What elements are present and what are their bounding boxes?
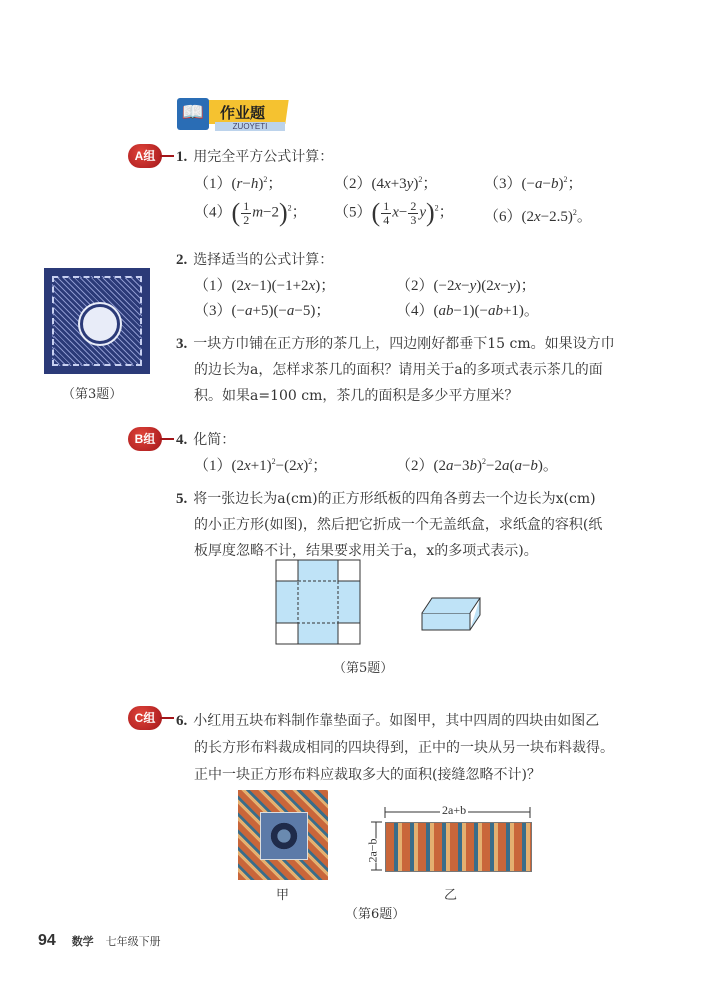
q4-item-1: $(1)(2x+1)^2-(2x)^2$； [194,457,328,474]
question-6: 6. 小红用五块布料制作靠垫面子。如图甲，其中四周的四块由如图乙 的长方形布料裁成相同的四块得到，正中的一块从另一块布料裁得。 正中一块正方形布料应裁取多大的面积(接缝忽略不计)？ [176,713,614,783]
paper-box-diagram [270,555,500,655]
question-5: 5. 将一张边长为a(cm)的正方形纸板的四角各剪去一个边长为x(cm) 的小正方形(如图)，然后把它折成一个无盖纸盒，求纸盒的容积(纸 板厚度忽略不计，结果要求用关于a，x的多项式表示)。 [176,491,603,559]
dimension-width: 2a+b [442,803,467,817]
figure-6-caption: （第6题） [345,907,406,922]
figure-3-caption: （第3题） [62,387,123,402]
footer-grade: 七年级下册 [105,935,161,948]
header-title: 作业题 [220,104,266,122]
figure-5-caption: （第5题） [333,661,394,676]
q1-item-5: （5）( $\frac{1}{4}$ x− $\frac{2}{3}$ y)$^2$； [334,198,454,227]
book-icon: 📖 [177,98,209,130]
page-number: 94 [38,932,56,949]
group-b-badge: B组 [128,427,162,451]
homework-header [175,100,287,132]
figure-label-yi: 乙 [444,888,458,903]
question-1-stem: 1. 用完全平方公式计算： [176,149,334,165]
q1-item-6: $(6)(2x-2.5)^2$。 [484,208,592,225]
q1-item-4: （4）( $\frac{1}{2}$ m−2)$^2$； [194,198,307,227]
group-a-badge: A组 [128,144,162,168]
tablecloth-image [44,268,150,374]
q4-item-2: $(2)(2a-3b)^2-2a(a-b)$。 [396,457,558,474]
q2-item-2: （2）(−2x−y)(2x−y)； [396,278,536,294]
figure-label-jia: 甲 [276,888,290,903]
question-2-stem: 2. 选择适当的公式计算： [176,252,334,268]
dimension-height: 2a−b [365,838,380,863]
q1-item-3: $(3)(-a-b)^2$； [484,175,583,192]
q2-item-1: （1）(2x−1)(−1+2x)； [194,278,336,294]
q2-item-3: （3）(−a+5)(−a−5)； [194,303,331,319]
question-4-stem: 4. 化简： [176,432,236,448]
cushion-image-jia [238,790,328,880]
q1-item-1: $(1)(r-h)^2$； [194,175,283,192]
group-c-badge: C组 [128,706,162,730]
question-3: 3. 一块方巾铺在正方形的茶几上，四边刚好都垂下15 cm。如果设方巾 的边长为a，怎样求茶几的面积？请用关于a的多项式表示茶几的面 积。如果a=100 cm，茶几的面积是多少平方厘米？ [176,336,615,404]
page-footer [38,932,161,950]
footer-subject: 数学 [71,935,94,948]
header-subtitle: ZUOYETI [215,122,285,131]
q1-item-2: $(2)(4x+3y)^2$； [334,175,438,192]
q2-item-4: （4）(ab−1)(−ab+1)。 [396,303,539,319]
